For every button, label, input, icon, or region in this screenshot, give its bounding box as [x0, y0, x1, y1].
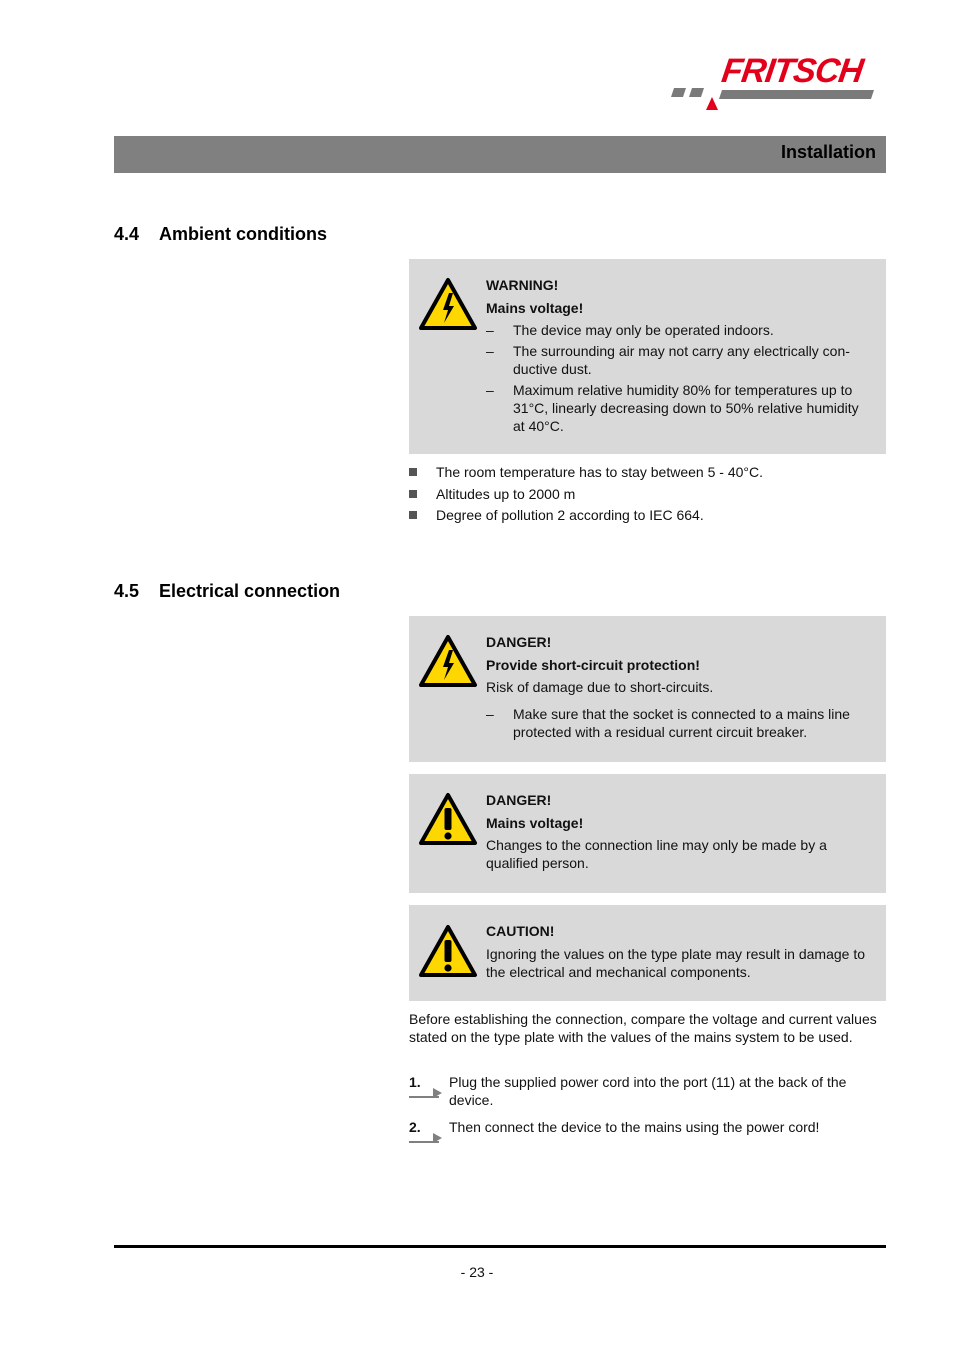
square-bullet-icon: [409, 511, 417, 519]
list-item-text: Maximum relative humidity 80% for temperatures up to 31°C, linearly decreasing down to 50% relative humidity at 40°C.: [513, 382, 859, 434]
footer-divider: [114, 1245, 886, 1248]
list-item-text: The room temperature has to stay between 5 - 40°C.: [436, 464, 763, 480]
square-bullet-icon: [409, 468, 417, 476]
list-item: [409, 462, 763, 484]
step-number: 1.: [409, 1074, 421, 1090]
step-arrow-icon: [409, 1132, 445, 1144]
dash-marker: –: [486, 343, 494, 359]
signal-word: DANGER!: [486, 792, 552, 808]
section-heading-4-5: [114, 581, 340, 602]
dash-marker: –: [486, 382, 494, 398]
list-item-text: Make sure that the socket is connected to a mains line protected with a residual current circuit breaker.: [513, 706, 850, 740]
page-number: - 23 -: [460, 1264, 494, 1280]
danger-title: Mains voltage!: [486, 815, 584, 831]
danger-text: Risk of damage due to short-circuits.: [486, 679, 714, 695]
list-item: [486, 381, 872, 435]
step-item: [409, 1118, 886, 1142]
logo-wordmark: FRITSCH: [719, 52, 866, 90]
exclamation-warning-icon: [418, 924, 478, 978]
caution-text: Ignoring the values on the type plate may result in damage to the electrical and mechanical components.: [486, 946, 866, 980]
danger-title: Provide short-circuit protection!: [486, 657, 700, 673]
chapter-header-bar: [114, 136, 886, 173]
chapter-title: Installation: [780, 142, 876, 162]
danger-box-short-circuit: [409, 616, 886, 762]
exclamation-warning-icon: [418, 792, 478, 846]
section-title: Electrical connection: [159, 581, 341, 601]
list-item: [486, 705, 872, 741]
warning-box: [409, 259, 886, 454]
electric-warning-icon: [418, 277, 478, 331]
danger-text: Changes to the connection line may only be made by a qualified person.: [486, 837, 827, 871]
intro-paragraph: Before establishing the connection, compare the voltage and current values stated on the type plate with the values of the mains system to be used.: [409, 1011, 877, 1045]
warning-title: Mains voltage!: [486, 300, 584, 316]
list-item-text: The surrounding air may not carry any electrically con- ductive dust.: [513, 343, 850, 377]
dash-marker: –: [486, 322, 494, 338]
step-number: 2.: [409, 1119, 421, 1135]
signal-word: CAUTION!: [486, 923, 555, 939]
list-item: [486, 342, 872, 378]
ambient-bullet-list: [409, 462, 763, 527]
dash-marker: –: [486, 706, 494, 722]
signal-word: WARNING!: [486, 277, 559, 293]
caution-box: [409, 905, 886, 1001]
step-item: [409, 1073, 886, 1113]
step-text: Then connect the device to the mains using the power cord!: [449, 1119, 820, 1135]
electric-warning-icon: [418, 634, 478, 688]
step-arrow-icon: [409, 1087, 445, 1099]
list-item-text: The device may only be operated indoors.: [513, 322, 774, 338]
signal-word: DANGER!: [486, 634, 552, 650]
section-number: 4.5: [114, 581, 140, 601]
step-text: Plug the supplied power cord into the port (11) at the back of the device.: [449, 1074, 847, 1108]
danger-box-mains-voltage: [409, 774, 886, 893]
square-bullet-icon: [409, 490, 417, 498]
section-title: Ambient conditions: [159, 224, 327, 244]
list-item-text: Degree of pollution 2 according to IEC 664.: [436, 507, 704, 523]
fritsch-logo: [668, 52, 888, 112]
list-item: [486, 321, 872, 339]
section-number: 4.4: [114, 224, 140, 244]
section-heading-4-4: [114, 224, 327, 245]
list-item: [409, 484, 763, 506]
list-item: [409, 505, 763, 527]
list-item-text: Altitudes up to 2000 m: [436, 485, 576, 502]
